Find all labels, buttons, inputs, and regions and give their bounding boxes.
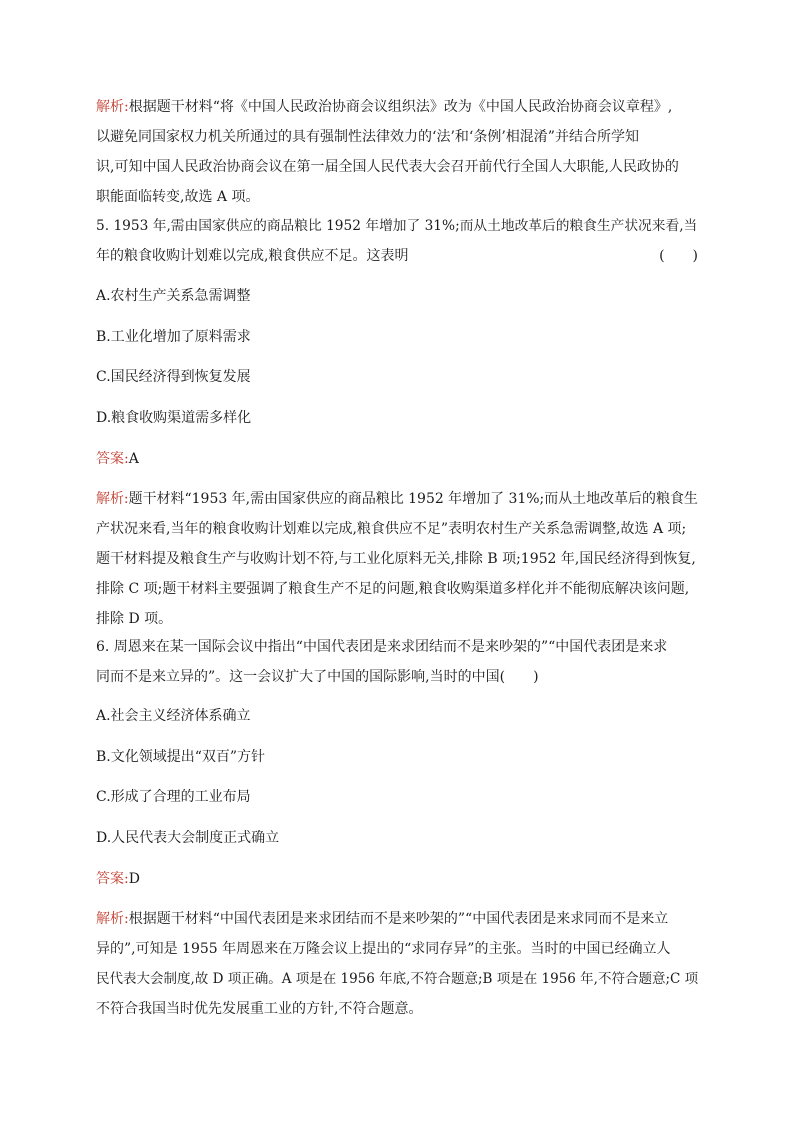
question-5-option-d: D.粮食收购渠道需多样化 — [96, 410, 252, 426]
question-6-stem — [96, 632, 698, 692]
answer-value: A — [128, 451, 139, 467]
question-line: 年的粮食收购计划难以完成,粮食供应不足。这表明 ( ) — [96, 241, 698, 271]
question-6-option-d: D.人民代表大会制度正式确立 — [96, 830, 280, 846]
analysis-line: 解析:题干材料“1953 年,需由国家供应的商品粮比 1952 年增加了 31%;而从土地改革后的粮食生 — [96, 491, 698, 507]
analysis-q6 — [96, 904, 698, 1024]
analysis-q5 — [96, 484, 698, 634]
analysis-line: 异的”,可知是 1955 年周恩来在万隆会议上提出的“求同存异”的主张。当时的中国已经确立人 — [96, 941, 671, 957]
analysis-line: 民代表大会制度,故 D 项正确。A 项是在 1956 年底,不符合题意;B 项是在 1956 年,不符合题意;C 项 — [96, 971, 699, 987]
question-6-option-a: A.社会主义经济体系确立 — [96, 708, 251, 724]
analysis-q4 — [96, 92, 698, 212]
answer-label: 答案: — [96, 451, 129, 467]
analysis-line: 不符合我国当时优先发展重工业的方针,不符合题意。 — [96, 1001, 423, 1017]
question-line: 6. 周恩来在某一国际会议中指出“中国代表团是来求团结而不是来吵架的”“中国代表团是来求 — [96, 639, 668, 655]
question-6-option-c: C.形成了合理的工业布局 — [96, 789, 251, 805]
question-line: 同而不是来立异的”。这一会议扩大了中国的国际影响,当时的中国( ) — [96, 669, 539, 685]
analysis-line: 解析:根据题干材料“中国代表团是来求团结而不是来吵架的”“中国代表团是来求同而不是来立 — [96, 911, 669, 927]
analysis-label: 解析: — [96, 491, 129, 507]
answer-label: 答案: — [96, 871, 129, 887]
question-5-option-a: A.农村生产关系急需调整 — [96, 288, 251, 304]
question-6-answer — [96, 869, 140, 889]
question-5-option-c: C.国民经济得到恢复发展 — [96, 369, 251, 385]
question-5-option-b: B.工业化增加了原料需求 — [96, 329, 251, 345]
analysis-line: 职能面临转变,故选 A 项。 — [96, 189, 260, 205]
answer-blank: ( ) — [659, 248, 698, 264]
analysis-line: 排除 C 项;题干材料主要强调了粮食生产不足的问题,粮食收购渠道多样化并不能彻底解决该问题, — [96, 581, 690, 597]
answer-value: D — [128, 871, 140, 887]
analysis-label: 解析: — [96, 99, 129, 115]
analysis-line: 题干材料提及粮食生产与收购计划不符,与工业化原料无关,排除 B 项;1952 年,国民经济得到恢复, — [96, 551, 696, 567]
analysis-line: 产状况来看,当年的粮食收购计划难以完成,粮食供应不足”表明农村生产关系急需调整,故选 A 项; — [96, 521, 687, 537]
analysis-line: 解析:根据题干材料“将《中国人民政治协商会议组织法》改为《中国人民政治协商会议章程》, — [96, 99, 673, 115]
question-line: 5. 1953 年,需由国家供应的商品粮比 1952 年增加了 31%;而从土地改革后的粮食生产状况来看,当 — [96, 218, 698, 234]
question-6-option-b: B.文化领域提出“双百”方针 — [96, 749, 266, 765]
analysis-line: 识,可知中国人民政治协商会议在第一届全国人民代表大会召开前代行全国人大职能,人民政协的 — [96, 159, 679, 175]
analysis-label: 解析: — [96, 911, 129, 927]
analysis-line: 排除 D 项。 — [96, 611, 173, 627]
analysis-line: 以避免同国家权力机关所通过的具有强制性法律效力的‘法’和‘条例’相混淆”并结合所学知 — [96, 129, 639, 145]
question-5-answer — [96, 449, 139, 469]
question-5-stem — [96, 211, 698, 271]
